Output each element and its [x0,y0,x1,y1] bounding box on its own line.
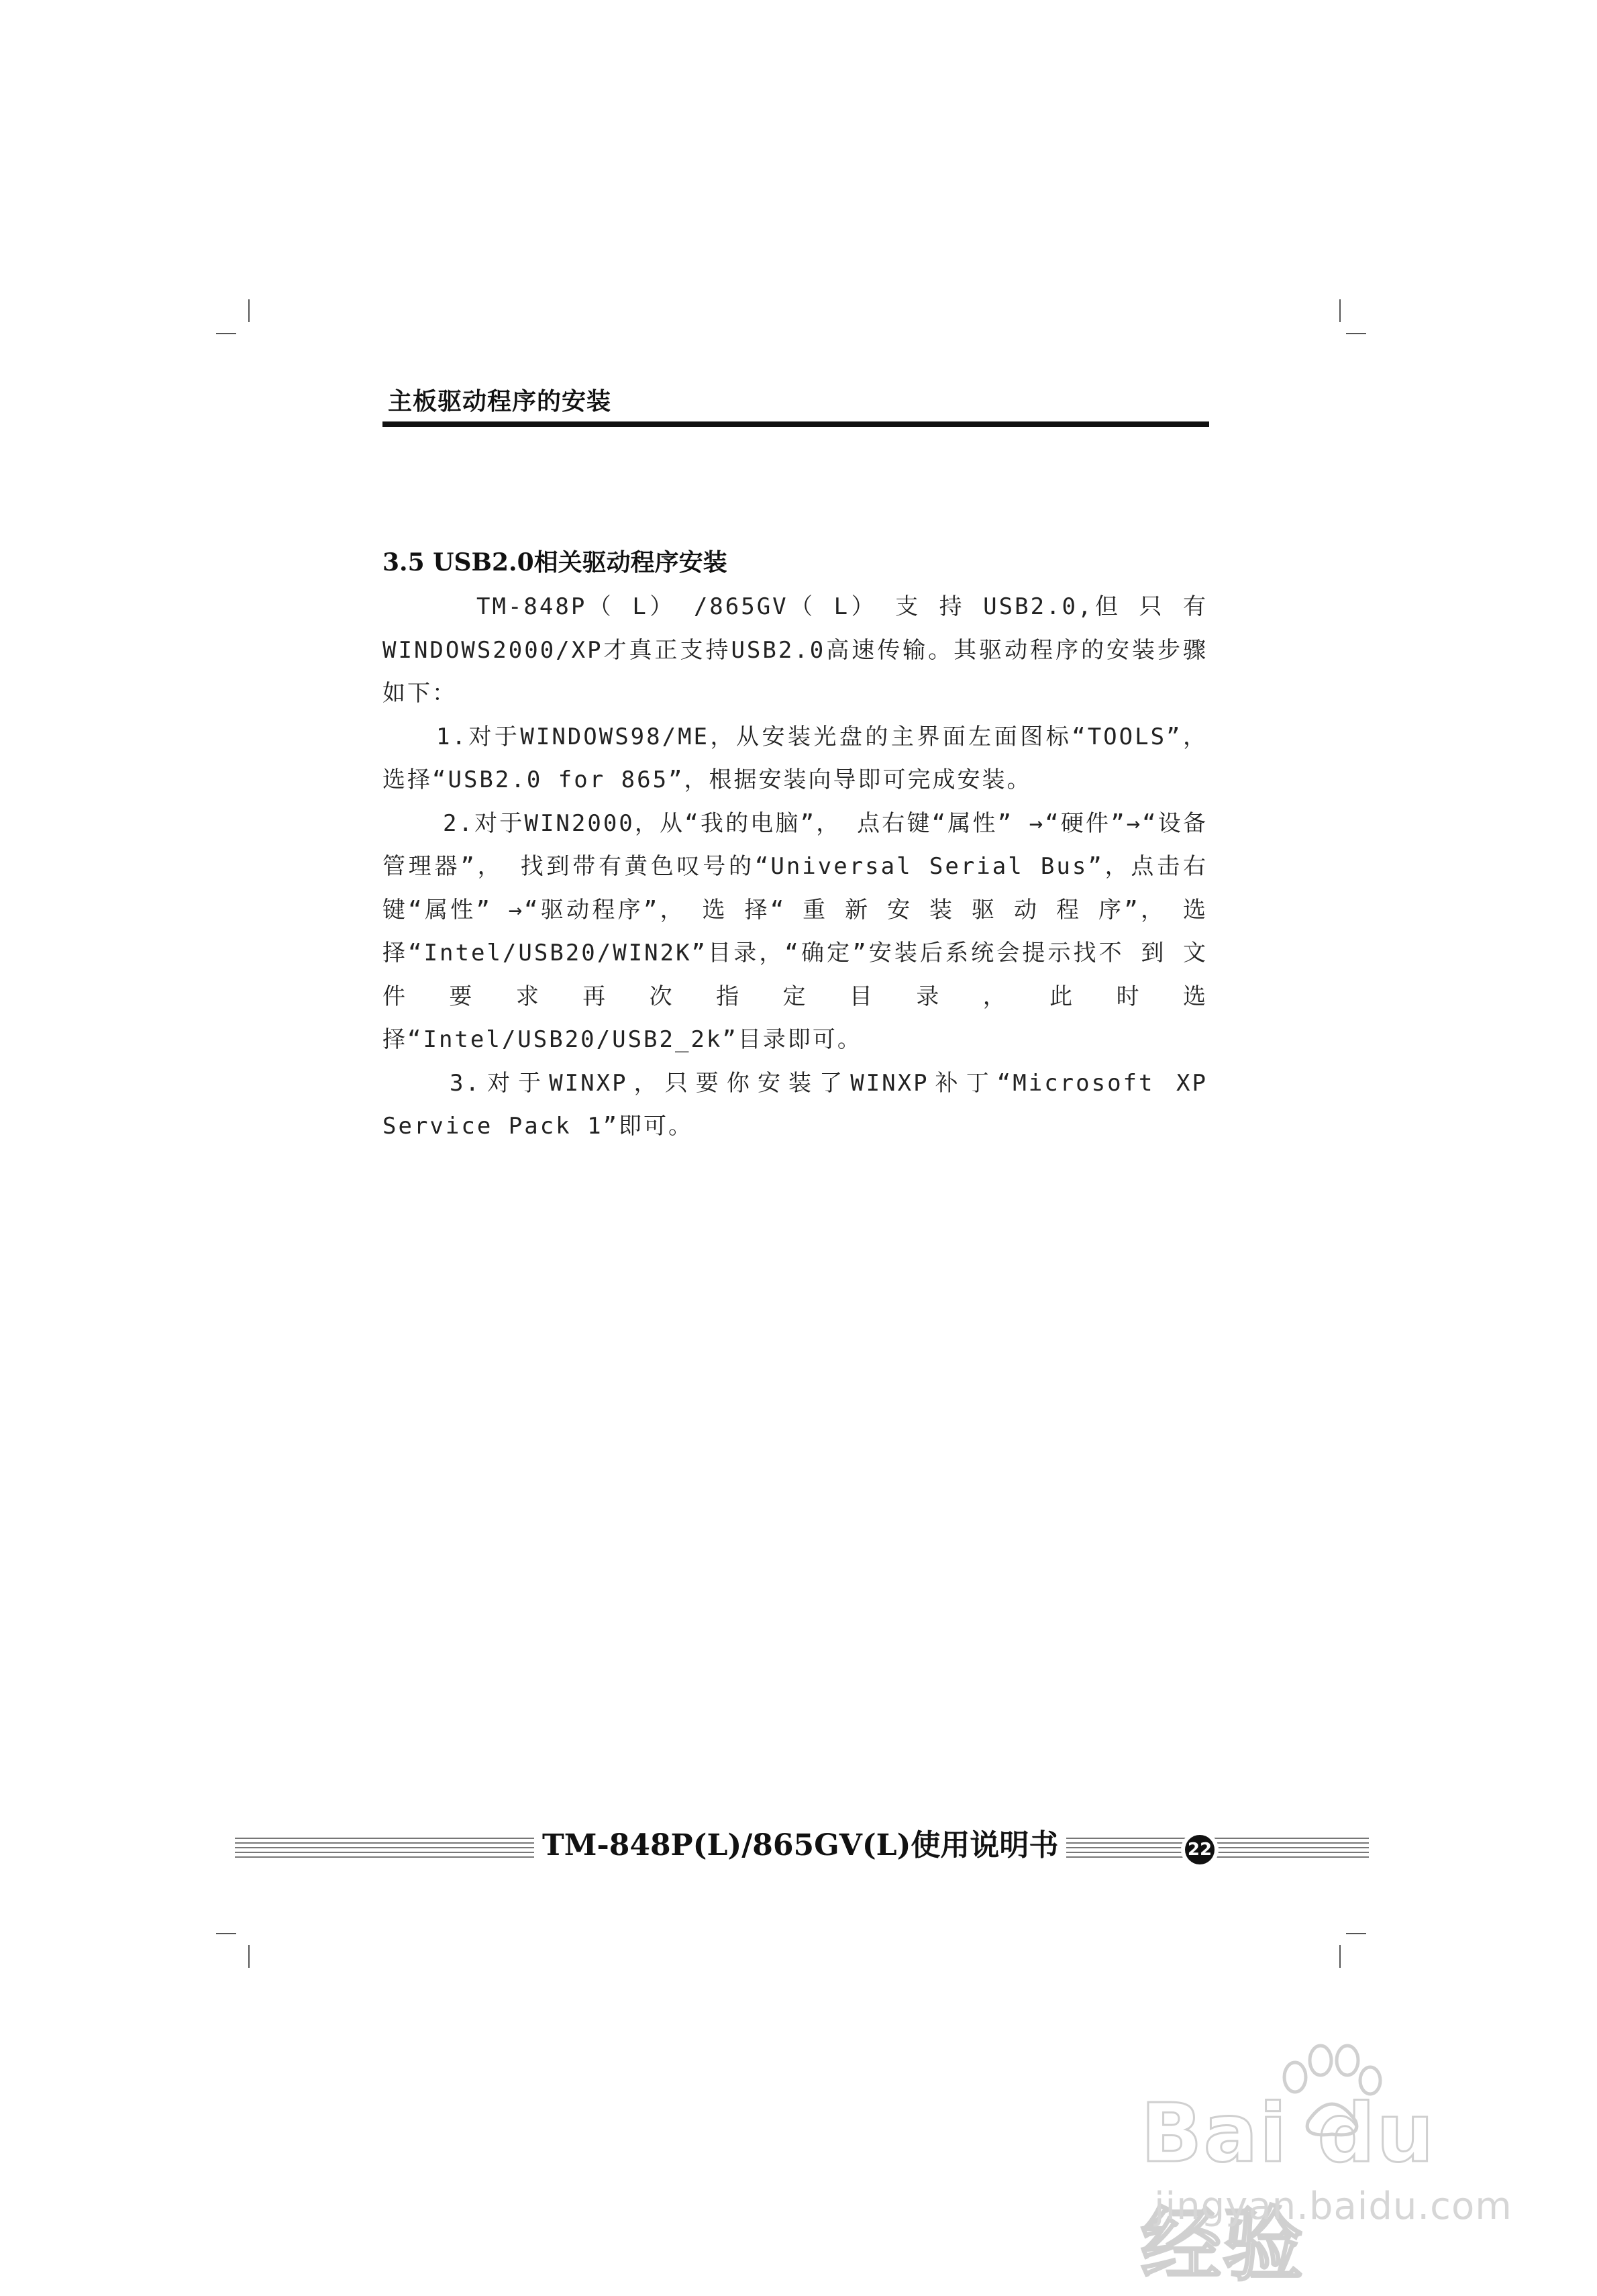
crop-mark-bottom-left-vertical [248,1945,250,1968]
paragraph-step-3: 3.对于WINXP，只要你安装了WINXP补丁“Microsoft XP Service Pack 1”即可。 [382,1069,1208,1140]
section-title: 3.5 USB2.0相关驱动程序安装 [382,548,727,577]
crop-mark-top-left-vertical [248,299,250,322]
crop-mark-bottom-right-horizontal [1346,1933,1366,1934]
paragraph-step-1: 1.对于WINDOWS98/ME，从安装光盘的主界面左面图标“TOOLS”，选择“USB2.0 for 865”，根据安装向导即可完成安装。 [382,723,1208,793]
crop-mark-bottom-left-horizontal [216,1933,236,1934]
page-number-badge: 22 [1185,1835,1215,1864]
body-text [382,585,1208,1148]
header-rule [382,421,1209,427]
crop-mark-bottom-right-vertical [1339,1945,1341,1968]
crop-mark-top-right-horizontal [1346,333,1366,334]
paragraph-intro: TM-848P（ L） /865GV（ L） 支 持 USB2.0,但 只 有 WINDOWS2000/XP才真正支持USB2.0高速传输。其驱动程序的安装步骤如下： [382,593,1208,707]
watermark-logo-text: Bai du 经验 [1141,2087,1435,2292]
footer-manual-title: TM-848P(L)/865GV(L)使用说明书 [534,1826,1066,1866]
crop-mark-top-right-vertical [1339,299,1341,322]
baidu-jingyan-watermark [1141,2040,1516,2292]
paragraph-step-2: 2.对于WIN2000，从“我的电脑”， 点右键“属性” →“硬件”→“设备管理器”， 找到带有黄色叹号的“Universal Serial Bus”，点击右键“属性” →“驱动程序”， 选 择“ 重 新 安 装 驱 动 程 序”， 选 择“Intel/USB20/WIN2K”目录，“确定”安装后系统会提示找不 到 文 件 要 求 再 次 指 定 目 录 ， 此 时 选 择“Intel/USB20/USB2_2k”目录即可。 [382,809,1208,1053]
running-header-title: 主板驱动程序的安装 [388,388,612,415]
crop-mark-top-left-horizontal [216,333,236,334]
watermark-url: jingyan.baidu.com [1154,2185,1512,2228]
